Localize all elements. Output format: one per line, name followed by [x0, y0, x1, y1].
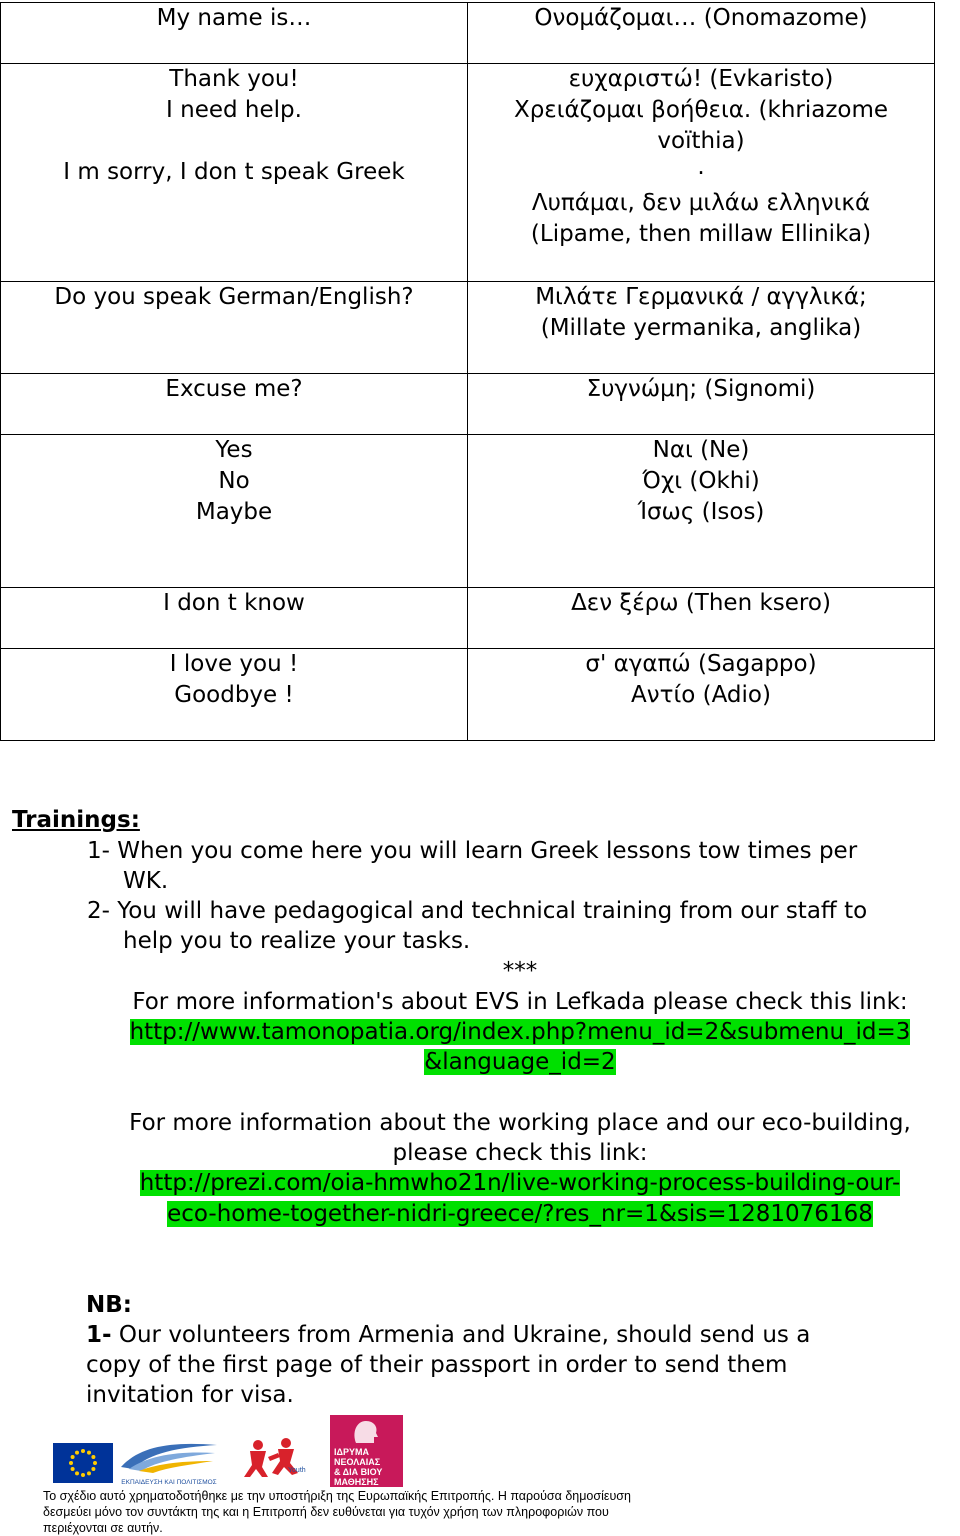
info-link-line: [0, 1199, 960, 1229]
nb-line: invitation for visa.: [86, 1382, 294, 1408]
greek-text: Λυπάμαι, δεν μιλάω ελληνικά: [531, 190, 871, 216]
greek-cell: [468, 64, 935, 282]
english-text: My name is…: [156, 5, 312, 31]
spacer: [1, 126, 467, 157]
nb-number: 1-: [86, 1322, 112, 1348]
disclaimer-line: δεσμεύει μόνο τον συντάκτη της και η Επιτροπή δεν ευθύνεται για τυχόν χρήση των πληροφοριών που: [43, 1505, 609, 1519]
eu-flag-logo: [53, 1443, 113, 1483]
table-row: [1, 64, 935, 282]
lll-caption: ΕΚΠΑΙΔΕΥΣΗ ΚΑΙ ΠΟΛΙΤΙΣΜΟΣ: [121, 1479, 217, 1486]
greek-cell: [468, 649, 935, 741]
greek-cell: [468, 282, 935, 374]
nb-line: copy of the first page of their passport in order to send them: [86, 1352, 788, 1378]
table-row: [1, 374, 935, 435]
english-text: Yes: [215, 437, 253, 463]
prezi-link-cont[interactable]: eco-home-together-nidri-greece/?res_nr=1&sis=1281076168: [167, 1201, 873, 1227]
english-cell: [1, 3, 468, 64]
english-text: I love you !: [169, 651, 299, 677]
english-text: Goodbye !: [174, 682, 294, 708]
training-item-1-cont: WK.: [123, 868, 169, 894]
prezi-link[interactable]: http://prezi.com/oia-hmwho21n/live-working-process-building-our-: [139, 1170, 901, 1196]
english-cell: [1, 282, 468, 374]
greek-cell: [468, 3, 935, 64]
greek-text: .: [697, 154, 705, 180]
disclaimer-line: Το σχέδιο αυτό χρηματοδοτήθηκε με την υποστήριξη της Ευρωπαϊκής Επιτροπής. Η παρούσα δημοσίευση: [43, 1489, 631, 1503]
greek-text: (Lipame, then millaw Ellinika): [530, 221, 872, 247]
info-text: please check this link:: [392, 1140, 648, 1166]
english-cell: [1, 64, 468, 282]
info-text: For more information about the working place and our eco-building,: [129, 1110, 911, 1136]
english-text: I m sorry, I don t speak Greek: [63, 159, 405, 185]
english-text: Maybe: [195, 499, 273, 525]
english-text: Thank you!: [169, 66, 299, 92]
greek-text: σ' αγαπώ (Sagappo): [585, 651, 817, 677]
nb-line: Our volunteers from Armenia and Ukraine, should send us a: [111, 1322, 811, 1348]
phrase-table: [0, 2, 935, 741]
greek-cell: [468, 588, 935, 649]
greek-text: Αντίο (Adio): [631, 682, 771, 708]
greek-text: Χρειάζομαι βοήθεια. (khriazome: [513, 97, 889, 123]
evs-link-cont[interactable]: &language_id=2: [424, 1049, 616, 1075]
english-text: Do you speak German/English?: [54, 284, 414, 310]
english-text: I need help.: [166, 97, 302, 123]
youth-caption: Youth: [288, 1467, 306, 1474]
training-item-2-cont: help you to realize your tasks.: [123, 928, 471, 954]
english-text: Excuse me?: [165, 376, 303, 402]
greek-text: voïthia): [657, 128, 745, 154]
table-row: [1, 649, 935, 741]
greek-cell: [468, 374, 935, 435]
english-cell: [1, 649, 468, 741]
disclaimer-line: περιέχονται σε αυτήν.: [43, 1521, 163, 1535]
english-cell: [1, 435, 468, 588]
english-text: No: [218, 468, 250, 494]
swoosh-icon: [119, 1437, 219, 1473]
trainings-heading: Trainings:: [12, 807, 140, 833]
foundation-name: [334, 1447, 382, 1487]
info-link-line: [0, 1017, 960, 1047]
info-text: For more information's about EVS in Lefkada please check this link:: [132, 989, 908, 1015]
head-icon: [350, 1419, 380, 1445]
table-row: [1, 435, 935, 588]
table-row: [1, 282, 935, 374]
training-item-2: 2- You will have pedagogical and technical training from our staff to: [87, 898, 868, 924]
greek-text: Δεν ξέρω (Then ksero): [571, 590, 831, 616]
youth-logo: [242, 1437, 322, 1487]
greek-text: Συγνώμη; (Signomi): [586, 376, 816, 402]
greek-text: Όχι (Okhi): [642, 468, 760, 494]
foundation-line: & ΔΙΑ ΒΙΟΥ: [334, 1467, 383, 1477]
greek-text: ευχαριστώ! (Evkaristo): [568, 66, 834, 92]
greek-text: Ονομάζομαι… (Onomazome): [534, 5, 868, 31]
nb-heading: NB:: [86, 1292, 132, 1318]
english-cell: [1, 588, 468, 649]
english-text: I don t know: [163, 590, 305, 616]
funding-disclaimer: [43, 1488, 653, 1536]
foundation-line: ΜΑΘΗΣΗΣ: [334, 1477, 379, 1487]
greek-text: Ναι (Ne): [652, 437, 750, 463]
table-row: [1, 588, 935, 649]
greek-text: Ίσως (Isos): [637, 499, 765, 525]
greek-text: Μιλάτε Γερμανικά / αγγλικά;: [535, 284, 867, 310]
greek-text: (Millate yermanika, anglika): [540, 315, 862, 341]
nb-text: [86, 1320, 810, 1350]
lifelong-learning-logo: [119, 1437, 219, 1487]
info-link-line: [0, 1047, 960, 1077]
separator-stars: ***: [502, 958, 538, 984]
greek-cell: [468, 435, 935, 588]
english-cell: [1, 374, 468, 435]
table-row: [1, 3, 935, 64]
foundation-line: ΙΔΡΥΜΑ: [334, 1447, 369, 1457]
foundation-line: ΝΕΟΛΑΙΑΣ: [334, 1457, 381, 1467]
evs-link[interactable]: http://www.tamonopatia.org/index.php?menu_id=2&submenu_id=3: [129, 1019, 911, 1045]
info-link-line: [0, 1168, 960, 1198]
foundation-logo: [330, 1415, 403, 1487]
training-item-1: 1- When you come here you will learn Greek lessons tow times per: [87, 838, 858, 864]
